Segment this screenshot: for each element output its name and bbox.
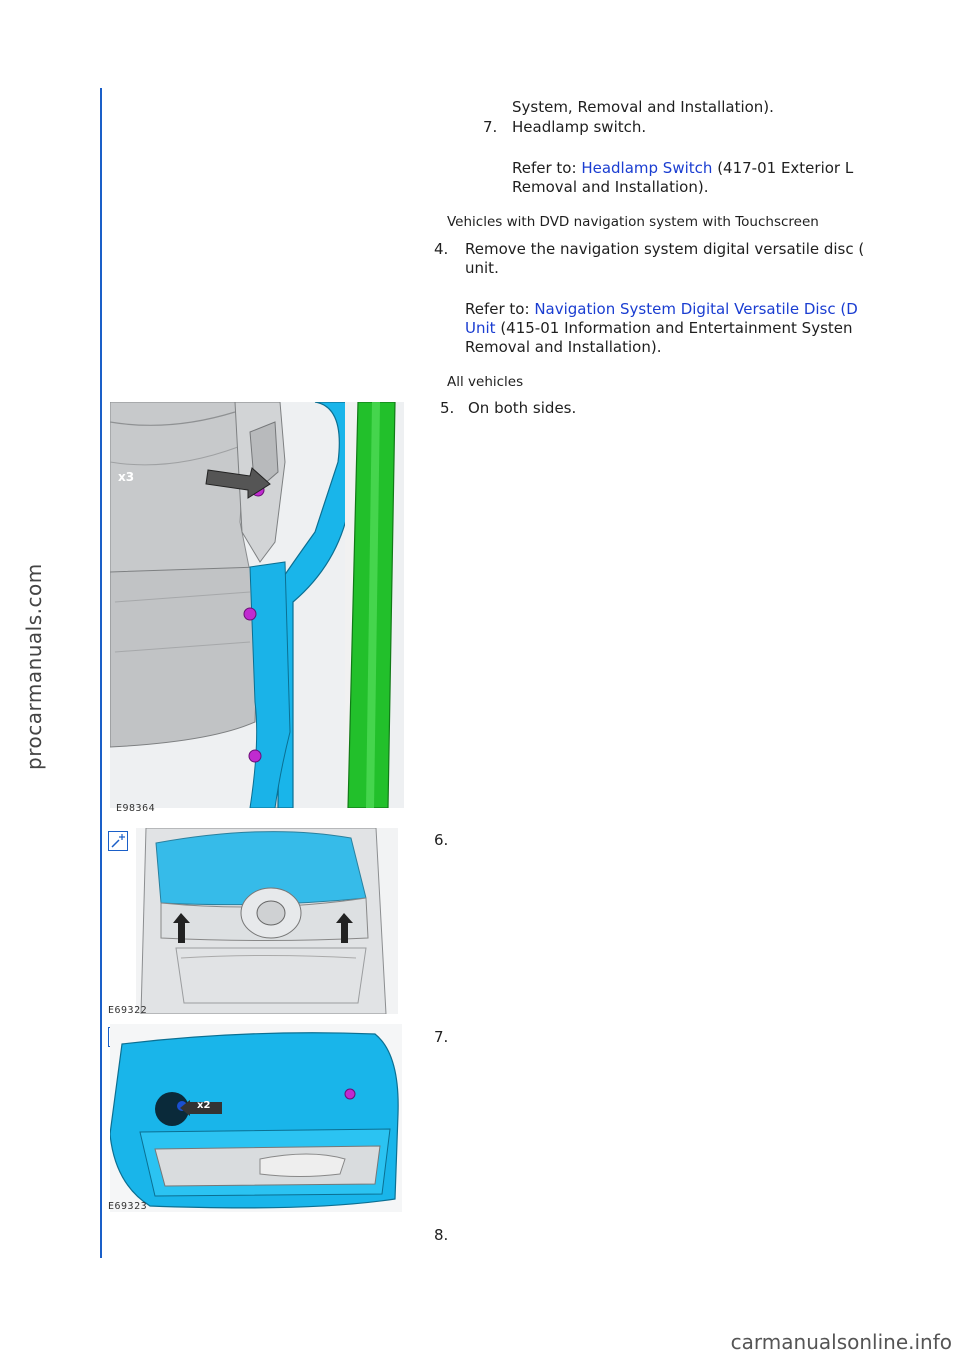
step-4-text-line2: unit. <box>465 259 499 277</box>
step-4-refer-line3: Removal and Installation). <box>465 338 662 356</box>
navigation-dvd-link[interactable]: Navigation System Digital Versatile Disc (D <box>534 300 858 318</box>
figure-e98364-label: x3 <box>118 470 135 484</box>
headlamp-switch-link[interactable]: Headlamp Switch <box>581 159 713 177</box>
step-5-number: 5. <box>440 399 455 417</box>
side-watermark: procarmanuals.com <box>22 563 46 770</box>
navigation-dvd-link-cont[interactable]: Unit <box>465 319 496 337</box>
step-4-text: Remove the navigation system digital versatile disc ( <box>465 240 865 258</box>
substep-7-refer <box>512 159 872 178</box>
refer-prefix: Refer to: <box>465 300 530 318</box>
figure-e69322-id: E69322 <box>108 1005 148 1016</box>
figure-e69323 <box>110 1024 402 1212</box>
footer-watermark: carmanualsonline.info <box>730 1330 952 1354</box>
step-4-refer-line2 <box>465 319 873 338</box>
margin-rule <box>100 88 102 1258</box>
substep-7-refer-line2: Removal and Installation). <box>512 178 709 196</box>
refer-section: (417-01 Exterior L <box>717 159 854 177</box>
step-8-number: 8. <box>434 1226 449 1244</box>
step-7-number: 7. <box>434 1028 449 1046</box>
continued-text: System, Removal and Installation). <box>512 98 774 116</box>
step-4-refer <box>465 300 873 319</box>
zoom-icon[interactable] <box>108 831 128 851</box>
step-4-number: 4. <box>434 240 449 258</box>
refer-section: (415-01 Information and Entertainment Systen <box>500 319 853 337</box>
step-5-text: On both sides. <box>468 399 577 417</box>
figure-e69323-id: E69323 <box>108 1201 148 1212</box>
substep-7-text: Headlamp switch. <box>512 118 647 136</box>
figure-e69322 <box>136 828 398 1014</box>
step-6-number: 6. <box>434 831 449 849</box>
figure-e98364 <box>110 402 404 808</box>
section-heading-all: All vehicles <box>447 374 524 390</box>
figure-e69323-label: x2 <box>197 1100 211 1111</box>
refer-prefix: Refer to: <box>512 159 577 177</box>
section-heading-dvd: Vehicles with DVD navigation system with Touchscreen <box>447 214 819 230</box>
substep-7-number: 7. <box>483 118 498 136</box>
figure-e98364-id: E98364 <box>116 803 156 814</box>
